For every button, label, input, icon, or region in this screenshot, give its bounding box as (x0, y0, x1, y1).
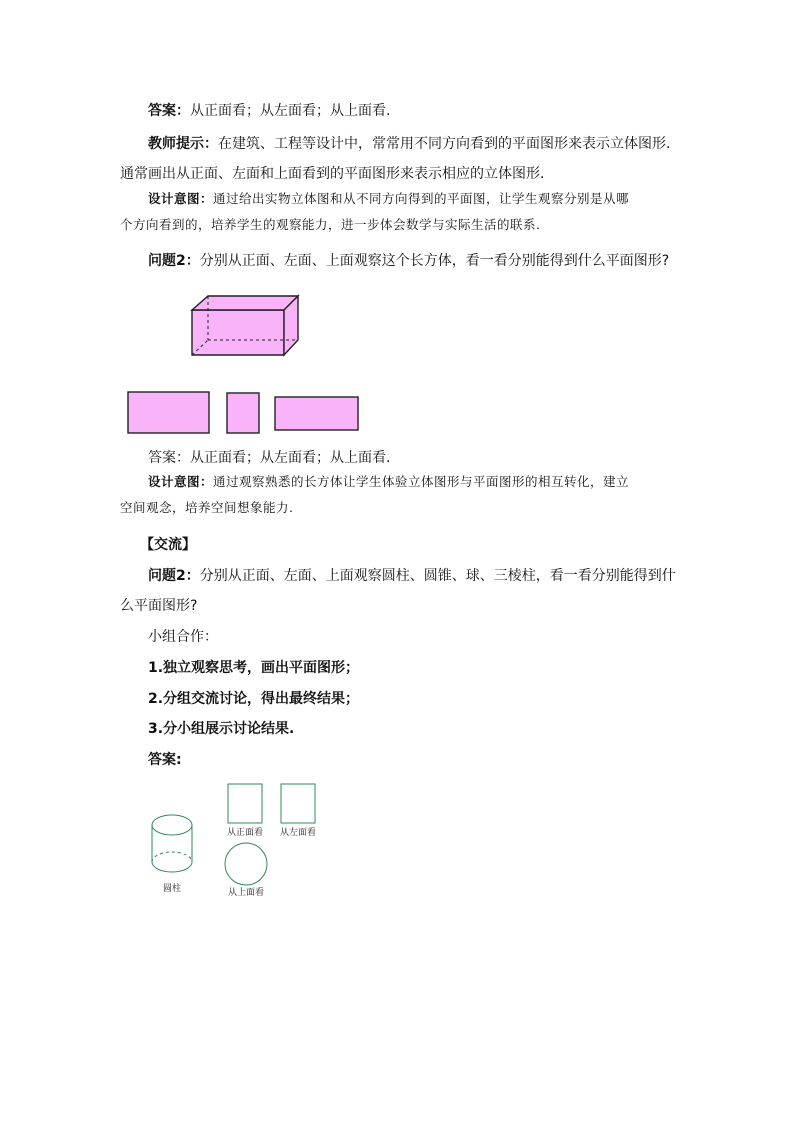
teacher-hint-label: 教师提示： (148, 136, 218, 152)
left-view-caption: 从左面看 (279, 828, 317, 838)
step-1: 1.独立观察思考，画出平面图形； (148, 660, 360, 676)
teacher-hint-line-2: 通常画出从正面、左面和上面看到的平面图形来表示相应的立体图形. (120, 166, 545, 182)
cylinder-top-ellipse (152, 815, 192, 835)
question-label: 问题2： (148, 253, 200, 269)
design-intent-2-text: 通过观察熟悉的长方体让学生体验立体图形与平面图形的相互转化，建立 (213, 474, 630, 489)
answer-text: 从正面看；从左面看；从上面看. (190, 103, 391, 119)
design-intent-line-2: 个方向看到的，培养学生的观察能力，进一步体会数学与实际生活的联系. (120, 217, 541, 232)
group-work-title: 小组合作： (148, 629, 218, 645)
answer-label-3: 答案: (148, 752, 182, 768)
design-intent-2-line-2: 空间观念，培养空间想象能力. (120, 500, 294, 515)
design-intent-2-label: 设计意图： (148, 474, 214, 489)
cylinder-bottom-front-arc (152, 862, 192, 872)
cylinder-front-view-rect (228, 784, 262, 823)
cylinder-bottom-back-arc (152, 852, 192, 862)
exchange-heading: 【交流】 (140, 537, 196, 553)
design-intent-label: 设计意图： (148, 191, 214, 206)
cylinder-left-view-rect (281, 784, 315, 823)
cylinder-label: 圆柱 (162, 884, 182, 894)
design-intent-text: 通过给出实物立体图和从不同方向得到的平面图，让学生观察分别是从哪 (213, 191, 630, 206)
teacher-hint-text: 在建筑、工程等设计中，常常用不同方向看到的平面图形来表示立体图形. (218, 136, 671, 152)
front-view-caption: 从正面看 (226, 828, 264, 838)
question-2-solids-line-2: 么平面图形? (120, 598, 198, 614)
answer-label: 答案： (148, 103, 190, 119)
question-text: 分别从正面、左面、上面观察这个长方体，看一看分别能得到什么平面图形? (199, 253, 670, 269)
answer-line-2: 答案：从正面看；从左面看；从上面看. (148, 450, 391, 466)
question-2-solids-label: 问题2： (148, 568, 200, 584)
top-view-caption: 从上面看 (227, 888, 265, 898)
cylinder-top-view-circle (225, 843, 267, 885)
question-2-solids-text: 分别从正面、左面、上面观察圆柱、圆锥、球、三棱柱，看一看分别能得到什 (199, 568, 676, 584)
step-2: 2.分组交流讨论，得出最终结果； (148, 691, 360, 707)
step-3: 3.分小组展示讨论结果. (148, 721, 295, 737)
